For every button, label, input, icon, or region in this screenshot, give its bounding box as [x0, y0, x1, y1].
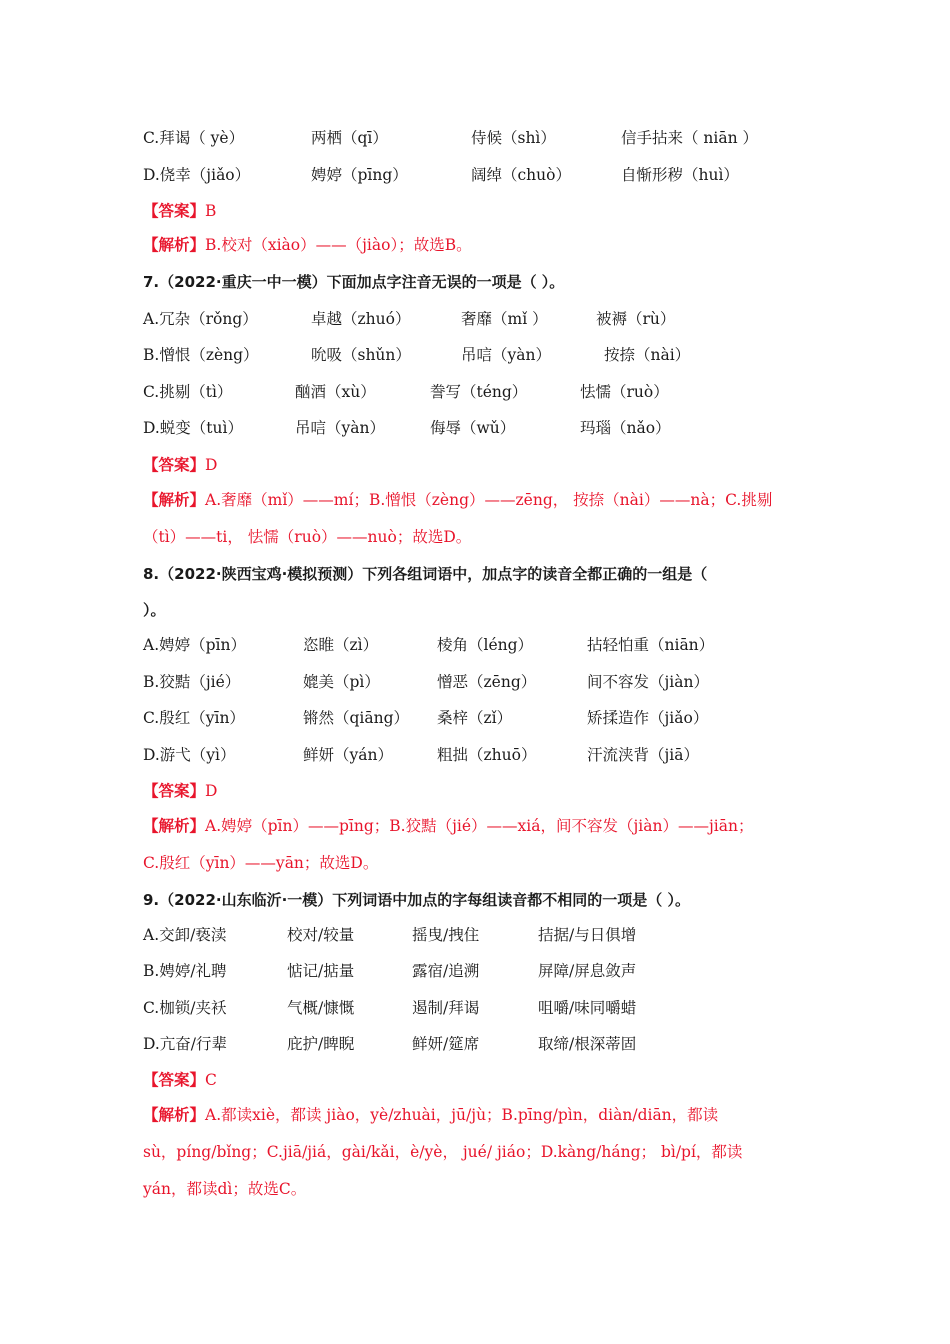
- option-cell: 信手拈来（ niān ）: [621, 129, 759, 147]
- option-cell: C.枷锁/夹袄: [143, 999, 227, 1017]
- option-cell: 拈轻怕重（niān）: [587, 636, 715, 654]
- option-cell: 矫揉造作（jiǎo）: [587, 709, 709, 727]
- option-cell: C.挑剔（tì）: [143, 383, 233, 401]
- option-cell: 媲美（pì）: [303, 673, 380, 691]
- option-cell: 怯懦（ruò）: [580, 383, 669, 401]
- option-cell: 两栖（qī）: [311, 129, 388, 147]
- option-cell: 吮吸（shǔn）: [311, 346, 411, 364]
- option-cell: A.交卸/亵渎: [143, 926, 227, 944]
- q6-answer: [143, 196, 216, 226]
- answer-label: 【答案】: [143, 782, 206, 800]
- option-cell: C.殷红（yīn）: [143, 709, 245, 727]
- q7-analysis-cont: （tì）——ti， 怯懦（ruò）——nuò；故选D。: [143, 528, 472, 546]
- option-cell: 屏障/屏息敛声: [538, 962, 637, 980]
- q8-analysis-cont: C.殷红（yīn）——yān；故选D。: [143, 854, 379, 872]
- answer-value: D: [205, 456, 218, 474]
- option-cell: 侮辱（wǔ）: [430, 419, 516, 437]
- option-cell: B.憎恨（zèng）: [143, 346, 259, 364]
- q8-stem: 8.（2022·陕西宝鸡·模拟预测）下列各组词语中，加点字的读音全都正确的一组是（: [143, 565, 708, 583]
- q9-answer: [143, 1065, 217, 1095]
- option-cell: 奢靡（mǐ ）: [461, 310, 548, 328]
- analysis-text: B.校对（xiào）——（jiào）；故选B。: [205, 236, 472, 254]
- q9-analysis: [143, 1100, 718, 1130]
- option-cell: 被褥（rù）: [596, 310, 676, 328]
- option-cell: 玛瑙（nǎo）: [580, 419, 671, 437]
- option-cell: 鲜妍/筵席: [412, 1035, 480, 1053]
- option-cell: 阔绰（chuò）: [471, 166, 571, 184]
- answer-value: D: [205, 782, 218, 800]
- analysis-label: 【解析】: [143, 236, 206, 254]
- option-cell: 棱角（léng）: [437, 636, 534, 654]
- option-cell: 憎恶（zēng）: [437, 673, 537, 691]
- option-cell: 摇曳/拽住: [412, 926, 480, 944]
- option-cell: C.拜谒（ yè）: [143, 129, 245, 147]
- option-cell: 气概/慷慨: [287, 999, 355, 1017]
- q7-stem: 7.（2022·重庆一中一模）下面加点字注音无误的一项是（ ）。: [143, 273, 565, 291]
- option-cell: 校对/较量: [287, 926, 355, 944]
- option-cell: D.蜕变（tuì）: [143, 419, 243, 437]
- option-cell: 遏制/拜谒: [412, 999, 480, 1017]
- option-cell: 锵然（qiāng）: [303, 709, 410, 727]
- option-cell: 鲜妍（yán）: [303, 746, 393, 764]
- analysis-text: A.奢靡（mǐ）——mí；B.憎恨（zèng）——zēng， 按捺（nài）——nà；C.挑剔: [205, 491, 773, 509]
- option-cell: B.狡黠（jié）: [143, 673, 241, 691]
- q8-analysis: [143, 811, 753, 841]
- option-cell: D.游弋（yì）: [143, 746, 236, 764]
- option-cell: 卓越（zhuó）: [311, 310, 411, 328]
- q7-analysis: [143, 485, 772, 515]
- analysis-text: A.都读xiè，都读 jiào，yè/zhuài，jū/jù；B.pīng/pìn，diàn/diān，都读: [205, 1106, 719, 1124]
- option-cell: 露宿/追溯: [412, 962, 480, 980]
- option-cell: 间不容发（jiàn）: [587, 673, 709, 691]
- q9-analysis-cont-2: yán，都读dì；故选C。: [143, 1180, 307, 1198]
- option-cell: 拮据/与日俱增: [538, 926, 637, 944]
- answer-value: B: [205, 202, 217, 220]
- analysis-text: A.娉婷（pīn）——pīng；B.狡黠（jié）——xiá，间不容发（jiàn）——jiān；: [205, 817, 754, 835]
- answer-value: C: [205, 1071, 217, 1089]
- analysis-label: 【解析】: [143, 1106, 206, 1124]
- option-cell: 取缔/根深蒂固: [538, 1035, 637, 1053]
- option-cell: 粗拙（zhuō）: [437, 746, 537, 764]
- option-cell: D.侥幸（jiǎo）: [143, 166, 251, 184]
- q9-stem: 9.（2022·山东临沂·一模）下列词语中加点的字每组读音都不相同的一项是（ ）。: [143, 891, 691, 909]
- option-cell: 桑梓（zǐ）: [437, 709, 513, 727]
- option-cell: A.冗杂（rǒng）: [143, 310, 258, 328]
- q6-analysis: [143, 230, 472, 260]
- option-cell: 惦记/掂量: [287, 962, 355, 980]
- option-cell: 侍候（shì）: [471, 129, 556, 147]
- option-cell: 酗酒（xù）: [295, 383, 376, 401]
- option-cell: 吊唁（yàn）: [461, 346, 551, 364]
- option-cell: B.娉婷/礼聘: [143, 962, 227, 980]
- option-cell: 誊写（téng）: [430, 383, 528, 401]
- option-cell: 吊唁（yàn）: [295, 419, 385, 437]
- option-cell: D.亢奋/行辈: [143, 1035, 228, 1053]
- answer-label: 【答案】: [143, 202, 206, 220]
- q8-answer: [143, 776, 217, 806]
- q7-answer: [143, 450, 217, 480]
- q9-analysis-cont-1: sù，píng/bǐng；C.jiā/jiá，gài/kǎi，è/yè， jué/ jiáo；D.kàng/háng； bì/pí，都读: [143, 1143, 743, 1161]
- option-cell: 按捺（nài）: [604, 346, 691, 364]
- option-cell: A.娉婷（pīn）: [143, 636, 246, 654]
- option-cell: 汗流浃背（jiā）: [587, 746, 700, 764]
- analysis-label: 【解析】: [143, 817, 206, 835]
- option-cell: 自惭形秽（huì）: [621, 166, 739, 184]
- q8-stem-cont: ）。: [143, 601, 166, 619]
- option-cell: 咀嚼/味同嚼蜡: [538, 999, 637, 1017]
- answer-label: 【答案】: [143, 456, 206, 474]
- option-cell: 恣睢（zì）: [303, 636, 379, 654]
- option-cell: 娉婷（pīng）: [311, 166, 408, 184]
- option-cell: 庇护/睥睨: [287, 1035, 355, 1053]
- answer-label: 【答案】: [143, 1071, 206, 1089]
- analysis-label: 【解析】: [143, 491, 206, 509]
